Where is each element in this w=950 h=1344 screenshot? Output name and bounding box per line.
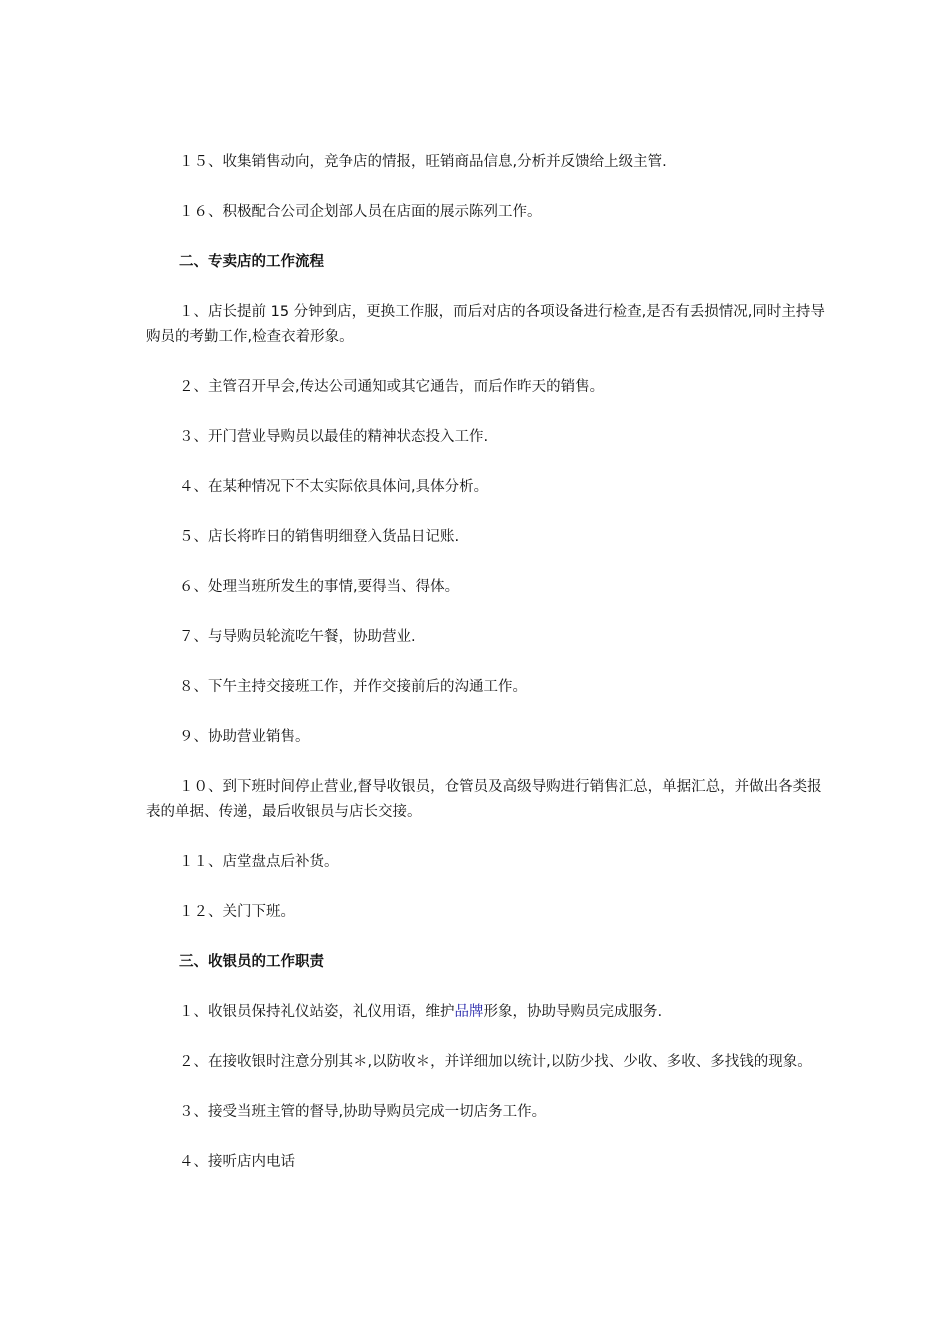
- workflow-item-8: ８、下午主持交接班工作，并作交接前后的沟通工作。: [179, 679, 527, 695]
- workflow-item-1: １、店长提前 15 分钟到店，更换工作服，而后对店的各项设备进行检查,是否有丢损情况,同时主持导购员的考勤工作,检查衣着形象。: [146, 304, 825, 345]
- workflow-item-4: ４、在某种情况下不太实际依具体问,具体分析。: [179, 479, 489, 495]
- workflow-item-6: ６、处理当班所发生的事情,要得当、得体。: [179, 579, 460, 595]
- workflow-item-2: ２、主管召开早会,传达公司通知或其它通告，而后作昨天的销售。: [179, 379, 605, 395]
- duty-item-15: １５、收集销售动向，竞争店的情报，旺销商品信息,分析并反馈给上级主管.: [179, 154, 667, 170]
- workflow-item-11: １１、店堂盘点后补货。: [179, 854, 339, 870]
- workflow-item-3: ３、开门营业导购员以最佳的精神状态投入工作.: [179, 429, 489, 445]
- duty-item-16: １６、积极配合公司企划部人员在店面的展示陈列工作。: [179, 204, 542, 220]
- workflow-item-7: ７、与导购员轮流吃午餐，协助营业.: [179, 629, 416, 645]
- document-body: [146, 150, 826, 1200]
- workflow-item-5: ５、店长将昨日的销售明细登入货品日记账.: [179, 529, 460, 545]
- workflow-item-9: ９、协助营业销售。: [179, 729, 310, 745]
- cashier-item-2: ２、在接收银时注意分别其＊,以防收＊，并详细加以统计,以防少找、少收、多收、多找钱的现象。: [179, 1054, 812, 1070]
- workflow-item-12: １２、关门下班。: [179, 904, 295, 920]
- cashier-item-3: ３、接受当班主管的督导,协助导购员完成一切店务工作。: [179, 1104, 547, 1120]
- section-heading-cashier: 三、收银员的工作职责: [179, 954, 324, 970]
- cashier-item-1: [146, 1000, 826, 1025]
- section-heading-workflow: 二、专卖店的工作流程: [179, 254, 324, 270]
- brand-link[interactable]: 品牌: [454, 1004, 484, 1020]
- cashier-item-1-before: １、收银员保持礼仪站姿，礼仪用语，维护: [179, 1004, 455, 1020]
- cashier-item-1-after: 形象，协助导购员完成服务.: [483, 1004, 663, 1020]
- cashier-item-4: ４、接听店内电话: [179, 1154, 295, 1170]
- workflow-item-10: １０、到下班时间停止营业,督导收银员，仓管员及高级导购进行销售汇总，单据汇总，并做出各类报表的单据、传递，最后收银员与店长交接。: [146, 779, 822, 820]
